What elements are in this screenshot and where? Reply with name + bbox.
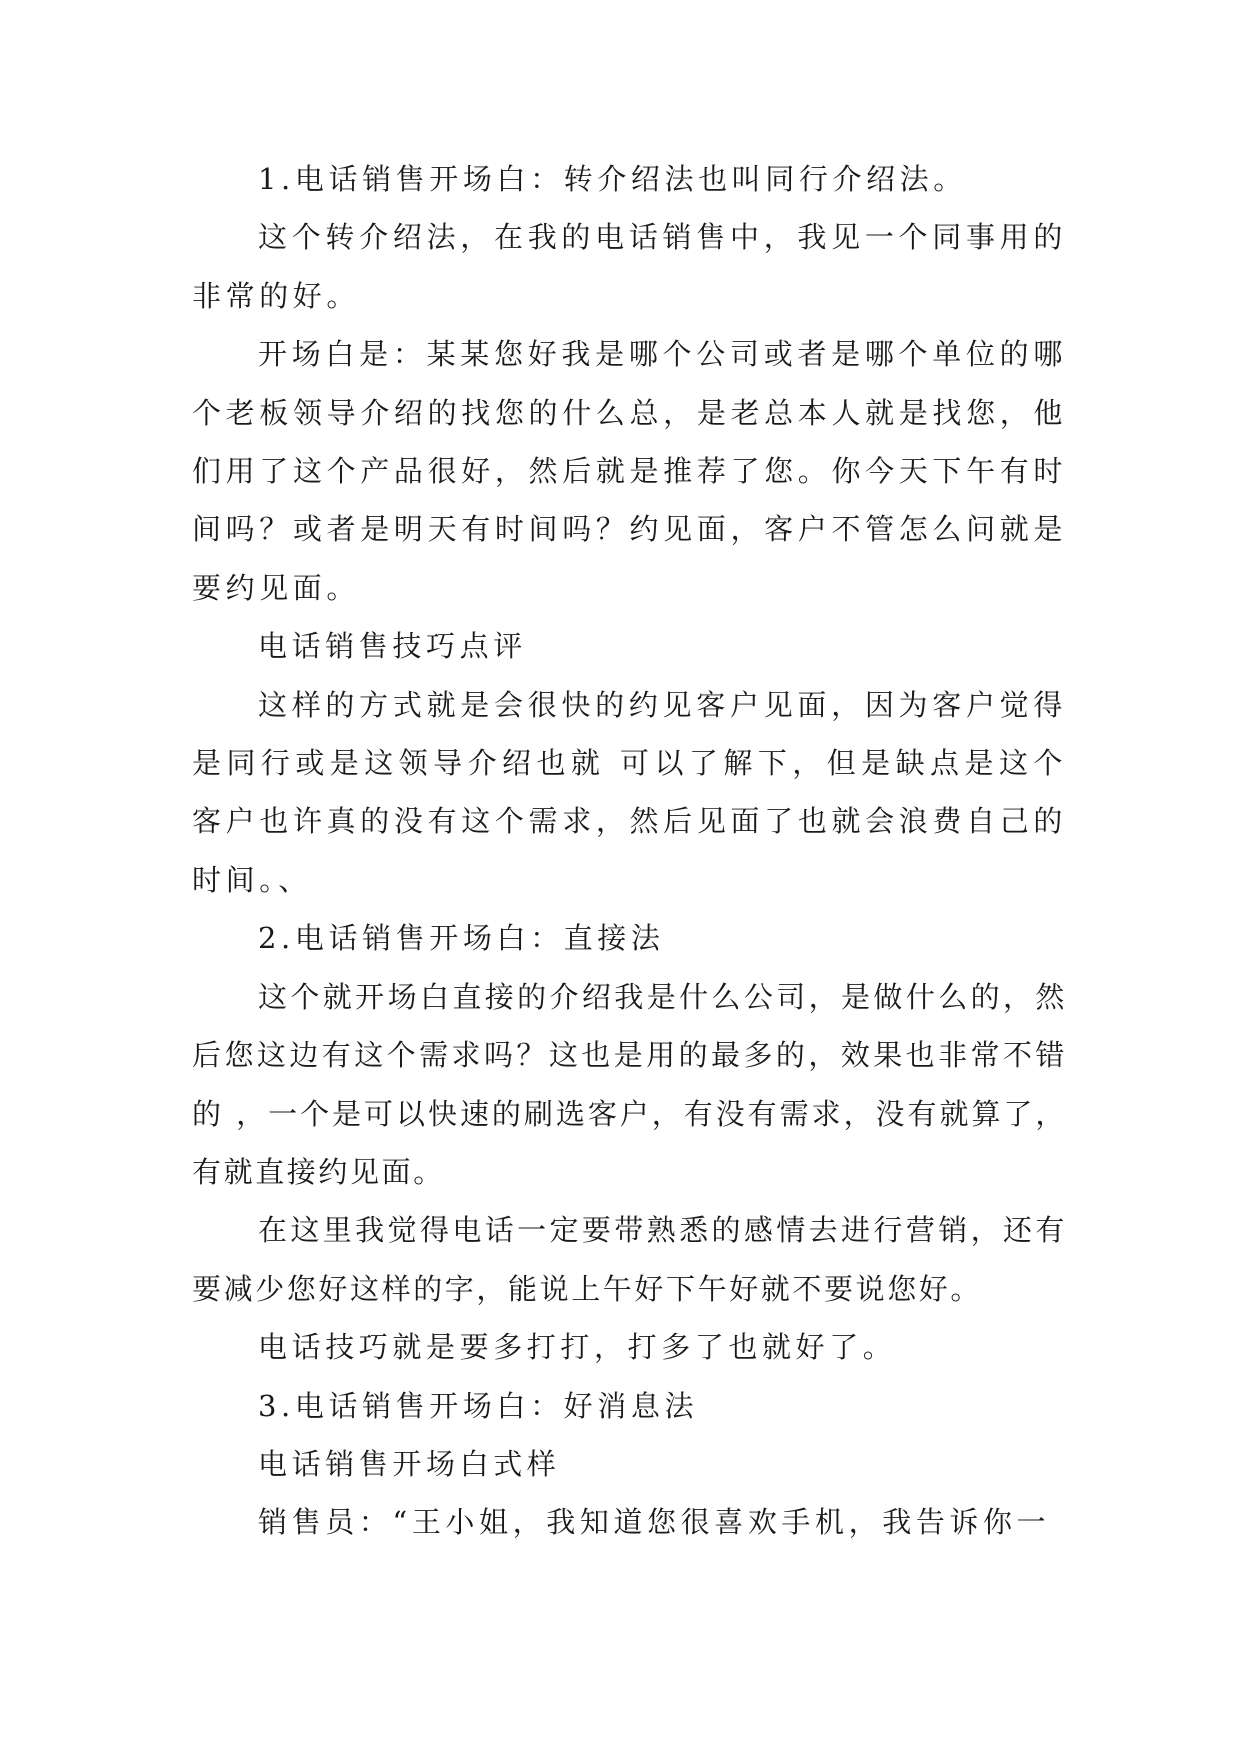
heading-direct-method: 2.电话销售开场白：直接法 bbox=[258, 921, 665, 956]
paragraph-emotion-tip: 在这里我觉得电话一定要带熟悉的感情去进行营销，还有要减少您好这样的字，能说上午好下午好就不要说您好。 bbox=[192, 1213, 1067, 1306]
paragraph-review: 这样的方式就是会很快的约见客户见面，因为客户觉得是同行或是这领导介绍也就 可以了解下，但是缺点是这个客户也许真的没有这个需求，然后见面了也就会浪费自己的时间。、 bbox=[192, 687, 1067, 897]
heading-good-news-method: 3.电话销售开场白：好消息法 bbox=[258, 1388, 699, 1423]
paragraph-practice-tip: 电话技巧就是要多打打，打多了也就好了。 bbox=[258, 1330, 897, 1365]
paragraph-referral-intro: 这个转介绍法，在我的电话销售中，我见一个同事用的非常的好。 bbox=[192, 220, 1067, 313]
paragraph-direct-method: 这个就开场白直接的介绍我是什么公司，是做什么的，然后您这边有这个需求吗？这也是用的最多的，效果也非常不错的 ，一个是可以快速的刷选客户，有没有需求，没有就算了，有就直接约见面。 bbox=[192, 979, 1067, 1189]
document-page bbox=[192, 150, 1067, 1552]
paragraph-opening-script: 开场白是：某某您好我是哪个公司或者是哪个单位的哪个老板领导介绍的找您的什么总，是老总本人就是找您，他们用了这个产品很好，然后就是推荐了您。你今天下午有时间吗？或者是明天有时间吗？约见面，客户不管怎么问就是要约见面。 bbox=[192, 337, 1067, 605]
subheading-review: 电话销售技巧点评 bbox=[258, 629, 527, 664]
subheading-sample: 电话销售开场白式样 bbox=[258, 1446, 561, 1481]
heading-referral-method: 1.电话销售开场白：转介绍法也叫同行介绍法。 bbox=[258, 162, 967, 196]
paragraph-sample-dialogue: 销售员：“王小姐，我知道您很喜欢手机，我告诉你一 bbox=[258, 1505, 1051, 1540]
